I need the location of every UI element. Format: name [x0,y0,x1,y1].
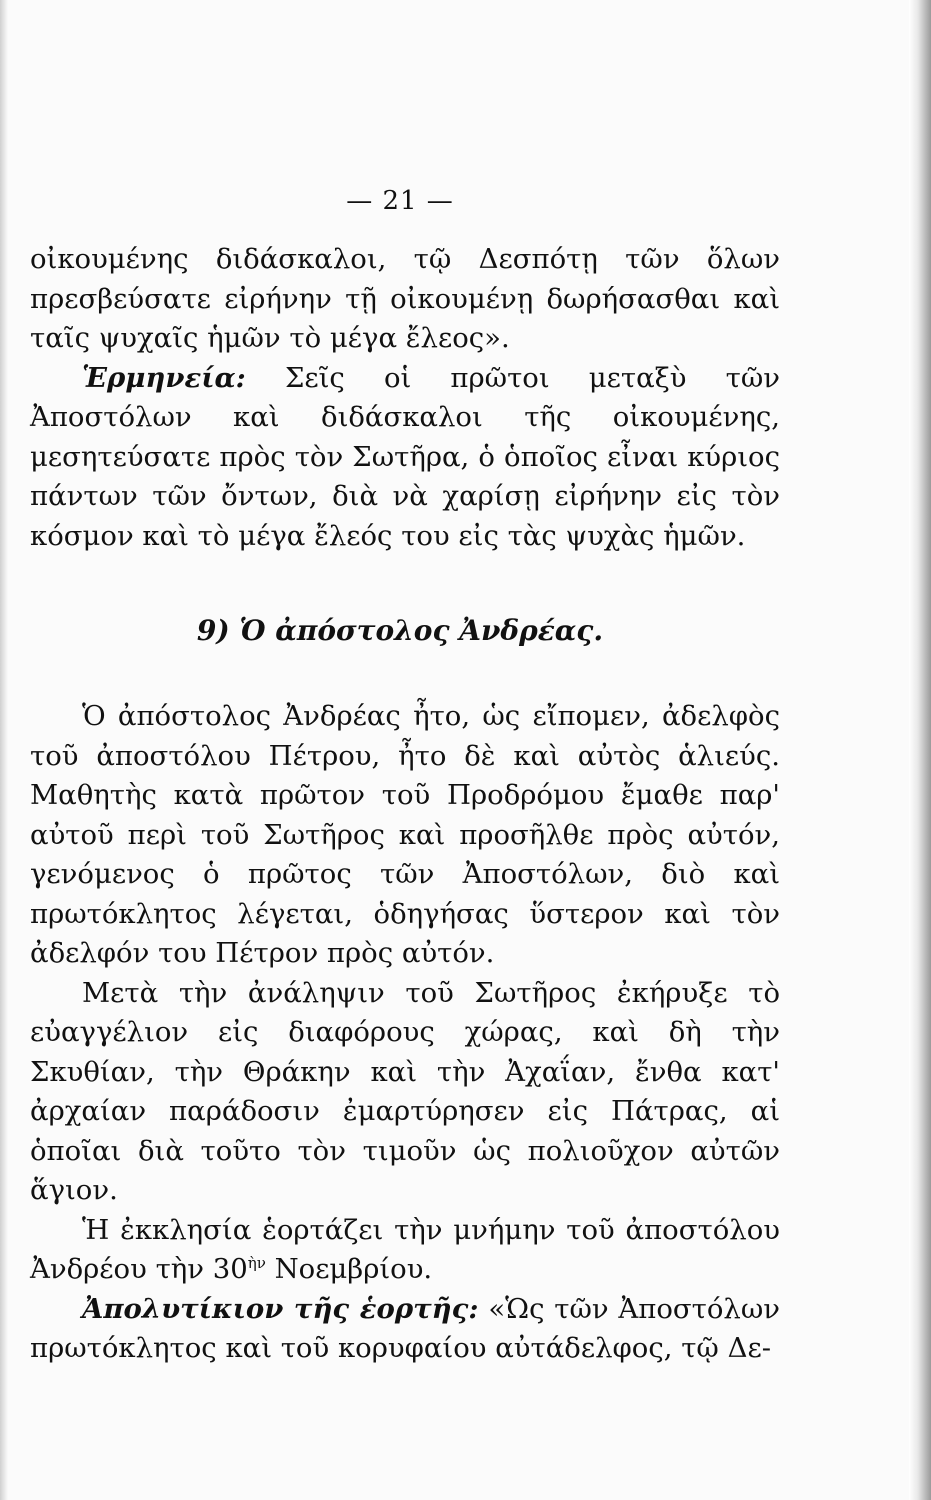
page-right-edge-shadow [909,0,931,1500]
paragraph-preaching [30,974,780,1211]
paragraph-apolytikion [30,1290,780,1369]
ordinal-suffix: ὴν [247,1253,266,1272]
paragraph-text: Ὁ ἀπόστολος Ἀνδρέας ἦτο, ὡς εἴπομεν, ἀδελφὸς τοῦ ἀποστόλου Πέτρου, ἦτο δὲ καὶ αὐτὸς ἁλιεύς. Μαθητὴς κατὰ πρῶτον τοῦ Προδρόμου ἔμαθε παρ' αὐτοῦ περὶ τοῦ Σωτῆρος καὶ προσῆλθε πρὸς αὐτόν, γενόμενος ὁ πρῶτος τῶν Ἀποστόλων, διὸ καὶ πρωτόκλητος λέγεται, ὁδηγήσας ὕστερον καὶ τὸν ἀδελφόν του Πέτρον πρὸς αὐτόν. [30,700,780,969]
paragraph-text: Σεῖς οἱ πρῶτοι μεταξὺ τῶν Ἀποστόλων καὶ διδάσκαλοι τῆς οἰκουμένης, μεσητεύσατε πρὸς τὸν Σωτῆρα, ὁ ὁποῖος εἶναι κύριος πάντων τῶν ὄντων, διὰ νὰ χαρίσῃ εἰρήνην εἰς τὸν κόσμον καὶ τὸ μέγα ἔλεός του εἰς τὰς ψυχὰς ἡμῶν. [30,361,780,552]
text-block-top [30,240,780,556]
paragraph-hymn-ending [30,240,780,359]
term-label: Ἑρμηνεία: [82,361,246,394]
paragraph-feast-day [30,1211,780,1290]
text-block-bottom [30,697,780,1369]
term-label: Ἀπολυτίκιον τῆς ἑορτῆς: [82,1292,479,1325]
paragraph-text-tail: Νοεμβρίου. [265,1253,433,1285]
page-left-edge-shadow [0,0,8,1500]
paragraph-text: «Ὡς τῶν Ἀποστόλων πρωτόκλητος καὶ τοῦ κορυφαίου αὐτάδελφος, τῷ Δε- [30,1292,781,1364]
paragraph-text: Ἡ ἐκκλησία ἑορτάζει τὴν μνήμην τοῦ ἀποστόλου Ἀνδρέου τὴν 30 [30,1213,780,1285]
paragraph-interpretation [30,359,780,557]
section-heading: 9) Ὁ ἀπόστολος Ἀνδρέας. [196,614,604,647]
paragraph-text: οἰκουμένης διδάσκαλοι, τῷ Δεσπότῃ τῶν ὅλων πρεσβεύσατε εἰρήνην τῇ οἰκουμένῃ δωρήσασθαι καὶ ταῖς ψυχαῖς ἡμῶν τὸ μέγα ἔλεος». [30,243,780,354]
page-number: — 21 — [346,186,454,216]
paragraph-biography [30,697,780,974]
paragraph-text: Μετὰ τὴν ἀνάληψιν τοῦ Σωτῆρος ἐκήρυξε τὸ εὐαγγέλιον εἰς διαφόρους χώρας, καὶ δὴ τὴν Σκυθίαν, τὴν Θράκην καὶ τὴν Ἀχαΐαν, ἔνθα κατ' ἀρχαίαν παράδοσιν ἐμαρτύρησεν εἰς Πάτρας, αἱ ὁποῖαι διὰ τοῦτο τὸν τιμοῦν ὡς πολιοῦχον αὐτῶν ἅγιον. [30,976,780,1206]
